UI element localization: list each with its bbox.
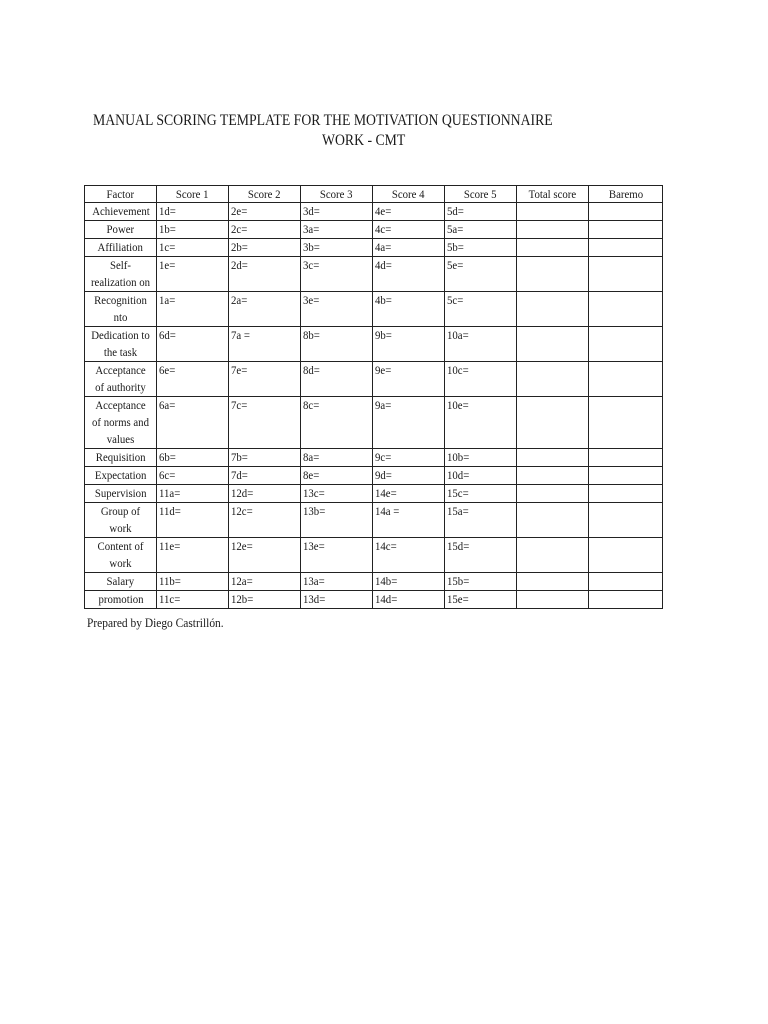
baremo-cell: [589, 485, 663, 503]
baremo-cell: [589, 292, 663, 327]
factor-cell: Achievement: [85, 203, 157, 221]
score-2-cell: 12b=: [229, 591, 301, 609]
header-total-score: Total score: [517, 186, 589, 203]
score-4-cell: 9a=: [373, 397, 445, 449]
factor-cell: Salary: [85, 573, 157, 591]
header-score-2: Score 2: [229, 186, 301, 203]
baremo-cell: [589, 221, 663, 239]
factor-cell: Recognition nto: [85, 292, 157, 327]
table-row: [85, 203, 663, 221]
table-row: [85, 573, 663, 591]
score-4-cell: 9e=: [373, 362, 445, 397]
prepared-by-note: Prepared by Diego Castrillón.: [87, 615, 224, 630]
score-5-cell: 15c=: [445, 485, 517, 503]
header-score-5: Score 5: [445, 186, 517, 203]
baremo-cell: [589, 327, 663, 362]
table-row: [85, 397, 663, 449]
score-5-cell: 10d=: [445, 467, 517, 485]
document-subtitle: WORK - CMT: [322, 132, 406, 149]
factor-cell: Acceptance of norms and values: [85, 397, 157, 449]
total-score-cell: [517, 467, 589, 485]
header-baremo: Baremo: [589, 186, 663, 203]
score-1-cell: 6a=: [157, 397, 229, 449]
factor-cell: Group of work: [85, 503, 157, 538]
table-row: [85, 239, 663, 257]
score-2-cell: 7d=: [229, 467, 301, 485]
score-5-cell: 5e=: [445, 257, 517, 292]
score-2-cell: 2d=: [229, 257, 301, 292]
score-2-cell: 12e=: [229, 538, 301, 573]
baremo-cell: [589, 203, 663, 221]
score-3-cell: 13c=: [301, 485, 373, 503]
header-factor: Factor: [85, 186, 157, 203]
score-5-cell: 5a=: [445, 221, 517, 239]
table-row: [85, 257, 663, 292]
total-score-cell: [517, 257, 589, 292]
total-score-cell: [517, 292, 589, 327]
score-4-cell: 14a =: [373, 503, 445, 538]
table-row: [85, 538, 663, 573]
score-2-cell: 12d=: [229, 485, 301, 503]
total-score-cell: [517, 591, 589, 609]
total-score-cell: [517, 221, 589, 239]
score-3-cell: 8d=: [301, 362, 373, 397]
score-5-cell: 10a=: [445, 327, 517, 362]
table-row: [85, 292, 663, 327]
table-row: [85, 362, 663, 397]
score-4-cell: 4c=: [373, 221, 445, 239]
scoring-table: [84, 185, 663, 609]
baremo-cell: [589, 257, 663, 292]
score-1-cell: 11c=: [157, 591, 229, 609]
table-row: [85, 221, 663, 239]
score-4-cell: 4e=: [373, 203, 445, 221]
table-row: [85, 591, 663, 609]
factor-cell: Content of work: [85, 538, 157, 573]
header-score-3: Score 3: [301, 186, 373, 203]
total-score-cell: [517, 449, 589, 467]
factor-cell: Self-realization on: [85, 257, 157, 292]
score-1-cell: 1d=: [157, 203, 229, 221]
score-2-cell: 2e=: [229, 203, 301, 221]
score-1-cell: 1c=: [157, 239, 229, 257]
score-5-cell: 10b=: [445, 449, 517, 467]
score-2-cell: 7e=: [229, 362, 301, 397]
score-3-cell: 13e=: [301, 538, 373, 573]
score-1-cell: 6e=: [157, 362, 229, 397]
score-2-cell: 2a=: [229, 292, 301, 327]
score-5-cell: 15b=: [445, 573, 517, 591]
score-3-cell: 3e=: [301, 292, 373, 327]
score-3-cell: 8a=: [301, 449, 373, 467]
baremo-cell: [589, 467, 663, 485]
score-5-cell: 15e=: [445, 591, 517, 609]
factor-cell: Requisition: [85, 449, 157, 467]
table-row: [85, 449, 663, 467]
score-3-cell: 13a=: [301, 573, 373, 591]
score-5-cell: 10e=: [445, 397, 517, 449]
score-4-cell: 9d=: [373, 467, 445, 485]
factor-cell: Power: [85, 221, 157, 239]
factor-cell: promotion: [85, 591, 157, 609]
score-4-cell: 14d=: [373, 591, 445, 609]
factor-cell: Supervision: [85, 485, 157, 503]
table-row: [85, 327, 663, 362]
score-1-cell: 6b=: [157, 449, 229, 467]
score-5-cell: 15d=: [445, 538, 517, 573]
total-score-cell: [517, 485, 589, 503]
total-score-cell: [517, 503, 589, 538]
score-4-cell: 4a=: [373, 239, 445, 257]
score-2-cell: 2b=: [229, 239, 301, 257]
score-4-cell: 14b=: [373, 573, 445, 591]
total-score-cell: [517, 573, 589, 591]
total-score-cell: [517, 538, 589, 573]
score-1-cell: 1a=: [157, 292, 229, 327]
score-3-cell: 3b=: [301, 239, 373, 257]
score-5-cell: 5b=: [445, 239, 517, 257]
score-4-cell: 4b=: [373, 292, 445, 327]
table-row: [85, 503, 663, 538]
score-2-cell: 7b=: [229, 449, 301, 467]
score-3-cell: 8e=: [301, 467, 373, 485]
score-2-cell: 12a=: [229, 573, 301, 591]
score-3-cell: 3a=: [301, 221, 373, 239]
score-3-cell: 13b=: [301, 503, 373, 538]
score-1-cell: 1e=: [157, 257, 229, 292]
table-row: [85, 485, 663, 503]
table-row: [85, 467, 663, 485]
baremo-cell: [589, 362, 663, 397]
factor-cell: Affiliation: [85, 239, 157, 257]
total-score-cell: [517, 239, 589, 257]
factor-cell: Dedication to the task: [85, 327, 157, 362]
score-1-cell: 6d=: [157, 327, 229, 362]
baremo-cell: [589, 503, 663, 538]
baremo-cell: [589, 239, 663, 257]
score-3-cell: 3c=: [301, 257, 373, 292]
baremo-cell: [589, 538, 663, 573]
score-2-cell: 12c=: [229, 503, 301, 538]
score-3-cell: 8c=: [301, 397, 373, 449]
score-2-cell: 2c=: [229, 221, 301, 239]
score-1-cell: 11b=: [157, 573, 229, 591]
score-4-cell: 14e=: [373, 485, 445, 503]
score-3-cell: 13d=: [301, 591, 373, 609]
factor-cell: Acceptance of authority: [85, 362, 157, 397]
score-3-cell: 3d=: [301, 203, 373, 221]
total-score-cell: [517, 397, 589, 449]
score-5-cell: 5d=: [445, 203, 517, 221]
score-5-cell: 10c=: [445, 362, 517, 397]
score-4-cell: 9b=: [373, 327, 445, 362]
factor-cell: Expectation: [85, 467, 157, 485]
baremo-cell: [589, 449, 663, 467]
score-1-cell: 11e=: [157, 538, 229, 573]
total-score-cell: [517, 327, 589, 362]
score-4-cell: 4d=: [373, 257, 445, 292]
baremo-cell: [589, 397, 663, 449]
score-1-cell: 11d=: [157, 503, 229, 538]
score-2-cell: 7c=: [229, 397, 301, 449]
header-score-4: Score 4: [373, 186, 445, 203]
score-1-cell: 6c=: [157, 467, 229, 485]
score-5-cell: 5c=: [445, 292, 517, 327]
document-title: MANUAL SCORING TEMPLATE FOR THE MOTIVATION QUESTIONNAIRE: [93, 112, 553, 129]
score-4-cell: 9c=: [373, 449, 445, 467]
baremo-cell: [589, 573, 663, 591]
score-3-cell: 8b=: [301, 327, 373, 362]
header-row: [85, 186, 663, 203]
score-1-cell: 11a=: [157, 485, 229, 503]
total-score-cell: [517, 362, 589, 397]
header-score-1: Score 1: [157, 186, 229, 203]
baremo-cell: [589, 591, 663, 609]
score-4-cell: 14c=: [373, 538, 445, 573]
total-score-cell: [517, 203, 589, 221]
score-5-cell: 15a=: [445, 503, 517, 538]
score-2-cell: 7a =: [229, 327, 301, 362]
score-1-cell: 1b=: [157, 221, 229, 239]
